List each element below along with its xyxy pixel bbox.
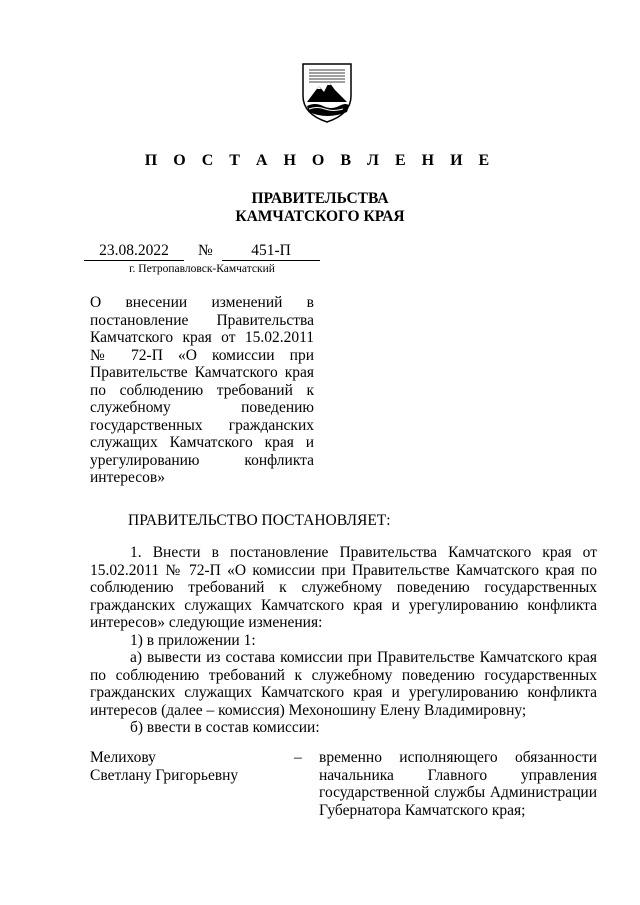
member-surname: Мелихову <box>90 749 156 766</box>
issuing-body-line2: КАМЧАТСКОГО КРАЯ <box>235 208 405 225</box>
issuing-body <box>0 190 640 226</box>
document-subject: О внесении изменений в постановление Правительства Камчатского края от 15.02.2011 № 72-П «О комиссии при Правительстве Камчатского края по соблюдению требований к служебному поведению государственных гражданских служащих Камчатского края и урегулированию конфликта интересов» <box>90 294 314 486</box>
document-body <box>90 544 597 737</box>
document-type-title: П О С Т А Н О В Л Е Н И Е <box>144 152 496 169</box>
issuing-body-line1: ПРАВИТЕЛЬСТВА <box>251 190 389 207</box>
city-label: г. Петропавловск-Камчатский <box>129 263 275 275</box>
resolution-heading: ПРАВИТЕЛЬСТВО ПОСТАНОВЛЯЕТ: <box>128 512 391 529</box>
member-position: временно исполняющего обязанности начальника Главного управления государственной службы Администрации Губернатора Камчатского края; <box>319 749 597 819</box>
number-sign: № <box>198 242 213 259</box>
member-dash: – <box>294 749 302 766</box>
body-paragraph: 1) в приложении 1: <box>130 631 256 649</box>
body-paragraph: 1. Внести в постановление Правительства Камчатского края от 15.02.2011 № 72-П «О комиссии при Правительстве Камчатского края по соблюдению требований к служебному поведению государственных гражданских служащих Камчатского края и урегулированию конфликта интересов» следующие изменения: <box>90 544 597 631</box>
coat-of-arms-icon <box>299 62 355 124</box>
body-paragraph: б) ввести в состав комиссии: <box>130 719 320 736</box>
member-given-names: Светлану Григорьевну <box>90 766 239 784</box>
member-name <box>90 749 290 784</box>
document-number: 451-П <box>222 242 320 261</box>
date-number-bar <box>84 242 320 262</box>
document-date: 23.08.2022 <box>84 242 184 261</box>
body-paragraph: а) вывести из состава комиссии при Правительстве Камчатского края по соблюдению требований к служебному поведению государственных гражданских служащих Камчатского края и урегулированию конфликта интересов (далее – комиссия) Мехоношину Елену Владимировну; <box>90 649 597 719</box>
